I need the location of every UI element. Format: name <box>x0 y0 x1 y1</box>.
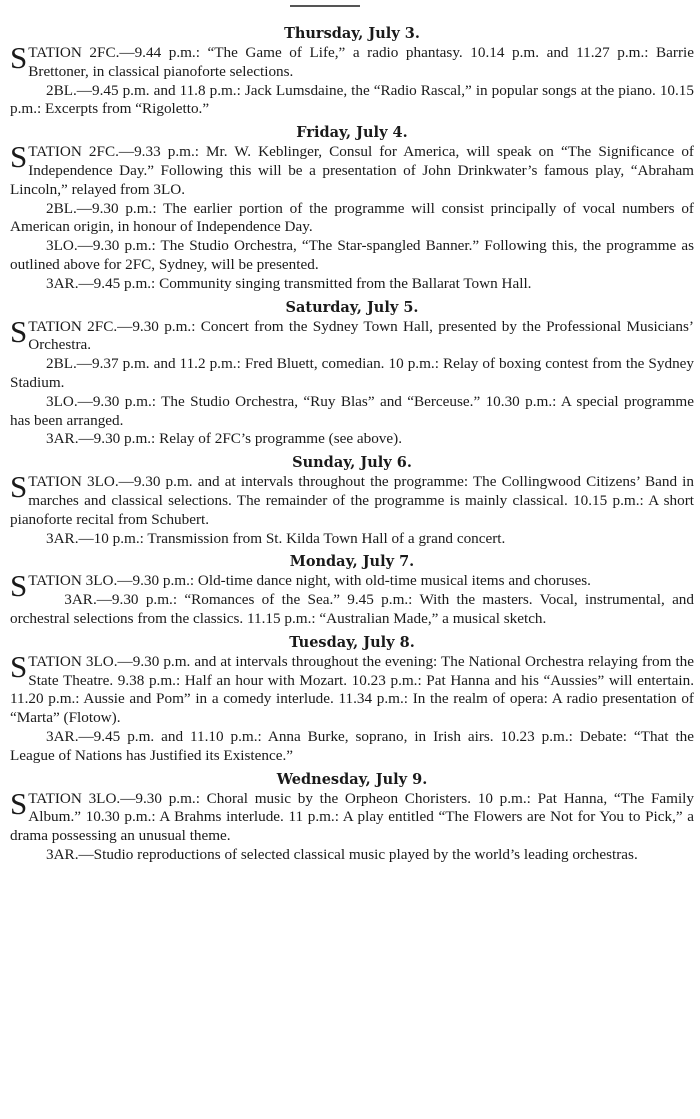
day-heading: Saturday, July 5. <box>285 298 419 316</box>
day-heading: Wednesday, July 9. <box>276 770 428 788</box>
entry-text: 2BL.—9.45 p.m. and 11.8 p.m.: Jack Lumsdaine, the “Radio Rascal,” in popular songs at the piano. 10.15 p.m.: Excerpts from “Rigoletto.” <box>10 81 694 118</box>
dropcap-letter: S <box>10 139 28 175</box>
day-section <box>10 24 694 119</box>
day-section <box>10 770 694 865</box>
entry-text: TATION 3LO.—9.30 p.m. and at intervals throughout the evening: The National Orchestra relaying from the State Theatre. 9.38 p.m.: Half an hour with Mozart. 10.23 p.m.: Pat Hanna and his “Aussies” will entertain. 11.20 p.m.: Aussie and Pom” in a comedy interlude. 11.34 p.m.: In the realm of opera: A radio presentation of “Marta” (Flotow). <box>10 652 694 727</box>
station-lead-entry <box>10 469 694 529</box>
station-lead-entry <box>10 648 694 728</box>
station-lead-entry <box>10 313 694 356</box>
radio-schedule <box>10 0 694 865</box>
entry-text: 3AR.—9.45 p.m.: Community singing transmitted from the Ballarat Town Hall. <box>46 274 532 292</box>
station-entry <box>10 237 694 275</box>
entry-text: 3LO.—9.30 p.m.: The Studio Orchestra, “The Star-spangled Banner.” Following this, the programme as outlined above for 2FC, Sydney, will be presented. <box>10 237 694 273</box>
entry-text: TATION 2FC.—9.44 p.m.: “The Game of Life,” a radio phantasy. 10.14 p.m. and 11.27 p.m.: Barrie Brettoner, in classical pianoforte selections. <box>28 44 694 80</box>
station-lead-entry <box>10 785 694 846</box>
entry-text: 2BL.—9.30 p.m.: The earlier portion of the programme will consist principally of vocal numbers of American origin, in honour of Independence Day. <box>10 199 694 236</box>
entry-text: 3AR.—Studio reproductions of selected classical music played by the world’s leading orchestras. <box>46 845 638 863</box>
entry-text: TATION 3LO.—9.30 p.m.: Old-time dance night, with old-time musical items and choruses. <box>28 572 591 590</box>
dropcap-letter: S <box>10 469 28 505</box>
station-entry <box>10 591 694 629</box>
dropcap-letter: S <box>10 648 28 684</box>
day-heading: Thursday, July 3. <box>284 25 420 42</box>
entry-text: 3AR.—9.45 p.m. and 11.10 p.m.: Anna Burke, soprano, in Irish airs. 10.23 p.m.: Debate: “That the League of Nations has Justified its Existence.” <box>10 727 694 764</box>
entry-text: 3AR.—9.30 p.m.: “Romances of the Sea.” 9.45 p.m.: With the masters. Vocal, instrumental, and orchestral selections from the classics. 11.15 p.m.: “Australian Made,” a musical sketch. <box>10 591 694 627</box>
day-section <box>10 298 694 450</box>
station-entry <box>10 846 694 865</box>
station-entry <box>10 200 694 238</box>
day-section <box>10 453 694 548</box>
entry-text: 3AR.—9.30 p.m.: Relay of 2FC’s programme (see above). <box>46 430 403 448</box>
dropcap-letter: S <box>10 40 28 75</box>
day-heading: Friday, July 4. <box>296 124 408 142</box>
station-entry <box>10 530 694 549</box>
station-entry <box>10 430 694 449</box>
day-heading: Tuesday, July 8. <box>289 633 415 651</box>
entry-text: 3LO.—9.30 p.m.: The Studio Orchestra, “Ruy Blas” and “Berceuse.” 10.30 p.m.: A special programme has been arranged. <box>10 392 694 429</box>
entry-text: 2BL.—9.37 p.m. and 11.2 p.m.: Fred Bluett, comedian. 10 p.m.: Relay of boxing contest from the Sydney Stadium. <box>10 355 694 391</box>
station-lead-entry <box>10 40 694 82</box>
entry-text: TATION 2FC.—9.30 p.m.: Concert from the Sydney Town Hall, presented by the Professional Musicians’ Orchestra. <box>28 317 694 354</box>
station-entry <box>10 393 694 431</box>
day-section <box>10 552 694 628</box>
day-heading: Monday, July 7. <box>289 553 415 571</box>
top-rule <box>290 5 360 7</box>
station-entry <box>10 275 694 294</box>
day-section <box>10 123 694 293</box>
entry-text: TATION 3LO.—9.30 p.m. and at intervals throughout the programme: The Collingwood Citizens’ Band in marches and classical selections. The remainder of the programme is mainly classical. 10.15 p.m.: A short pianoforte recital from Schubert. <box>10 473 694 528</box>
station-lead-entry <box>10 568 694 604</box>
entry-text: TATION 2FC.—9.33 p.m.: Mr. W. Keblinger, Consul for America, will speak on “The Significance of Independence Day.” Following this will be a presentation of John Drinkwater’s famous play, “Abraham Lincoln,” relayed from 3LO. <box>10 143 694 198</box>
day-heading: Sunday, July 6. <box>292 454 412 472</box>
day-section <box>10 633 694 766</box>
station-lead-entry <box>10 139 694 199</box>
dropcap-letter: S <box>10 785 28 821</box>
station-entry <box>10 82 694 120</box>
station-entry <box>10 728 694 766</box>
station-entry <box>10 355 694 393</box>
entry-text: 3AR.—10 p.m.: Transmission from St. Kilda Town Hall of a grand concert. <box>46 529 506 547</box>
dropcap-letter: S <box>10 568 28 604</box>
entry-text: TATION 3LO.—9.30 p.m.: Choral music by the Orpheon Choristers. 10 p.m.: Pat Hanna, “The Family Album.” 10.30 p.m.: A Brahms interlude. 11 p.m.: A play entitled “The Flowers are Not for You to Pick,” a drama possessing an unusual theme. <box>10 789 694 845</box>
dropcap-letter: S <box>10 313 28 349</box>
